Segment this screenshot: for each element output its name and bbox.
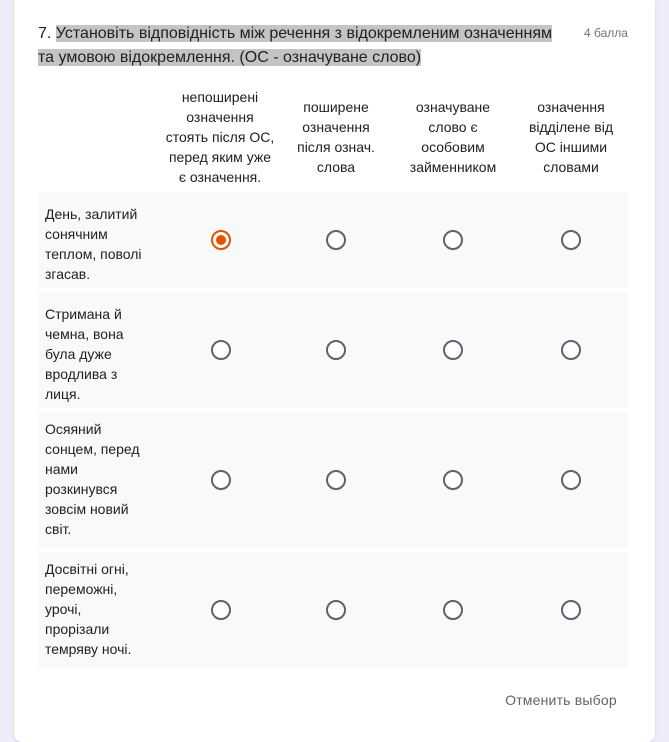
- row-label-4: Досвітні огні, переможні, урочі, прорізали темряву ночі.: [45, 561, 132, 657]
- column-header-2: поширене означення після означ. слова: [297, 99, 375, 175]
- grid-row-4: [38, 552, 628, 668]
- row-1-option-1-radio[interactable]: [211, 230, 231, 250]
- row-2-option-4-radio[interactable]: [561, 340, 581, 360]
- row-label-2: Стримана й чемна, вона була дуже вродлива з лиця.: [45, 306, 124, 402]
- grid-row-3: [38, 412, 628, 548]
- clear-selection-button[interactable]: Отменить выбор: [505, 692, 617, 708]
- row-3-option-4-radio[interactable]: [561, 470, 581, 490]
- row-2-option-3-radio[interactable]: [443, 340, 463, 360]
- question-number: 7.: [38, 25, 52, 42]
- question-header: [38, 22, 578, 70]
- grid-row-1: [38, 192, 628, 288]
- row-2-option-1-radio[interactable]: [211, 340, 231, 360]
- row-4-option-1-radio[interactable]: [211, 600, 231, 620]
- points-label: 4 балла: [584, 26, 628, 40]
- row-1-option-4-radio[interactable]: [561, 230, 581, 250]
- question-title-line2: та умовою відокремлення. (ОС - означуване слово): [38, 49, 422, 66]
- row-label-3: Осяяний сонцем, перед нами розкинувся зовсім новий світ.: [45, 421, 140, 537]
- column-header-1: непоширені означення стоять після ОС, перед яким уже є означення.: [165, 89, 275, 185]
- row-3-option-3-radio[interactable]: [443, 470, 463, 490]
- column-header-3: означуване слово є особовим займенником: [409, 99, 497, 175]
- row-4-option-2-radio[interactable]: [326, 600, 346, 620]
- row-1-option-2-radio[interactable]: [326, 230, 346, 250]
- row-4-option-3-radio[interactable]: [443, 600, 463, 620]
- row-1-option-3-radio[interactable]: [443, 230, 463, 250]
- grid-row-2: [38, 292, 628, 408]
- row-label-1: День, залитий сонячним теплом, поволі згасав.: [45, 206, 142, 282]
- row-3-option-2-radio[interactable]: [326, 470, 346, 490]
- question-title-line1: Установіть відповідність між речення з відокремленим означенням: [55, 25, 552, 42]
- row-3-option-1-radio[interactable]: [211, 470, 231, 490]
- column-header-4: означення відділене від ОС іншими словами: [528, 99, 614, 175]
- row-2-option-2-radio[interactable]: [326, 340, 346, 360]
- question-title: [38, 22, 578, 70]
- row-4-option-4-radio[interactable]: [561, 600, 581, 620]
